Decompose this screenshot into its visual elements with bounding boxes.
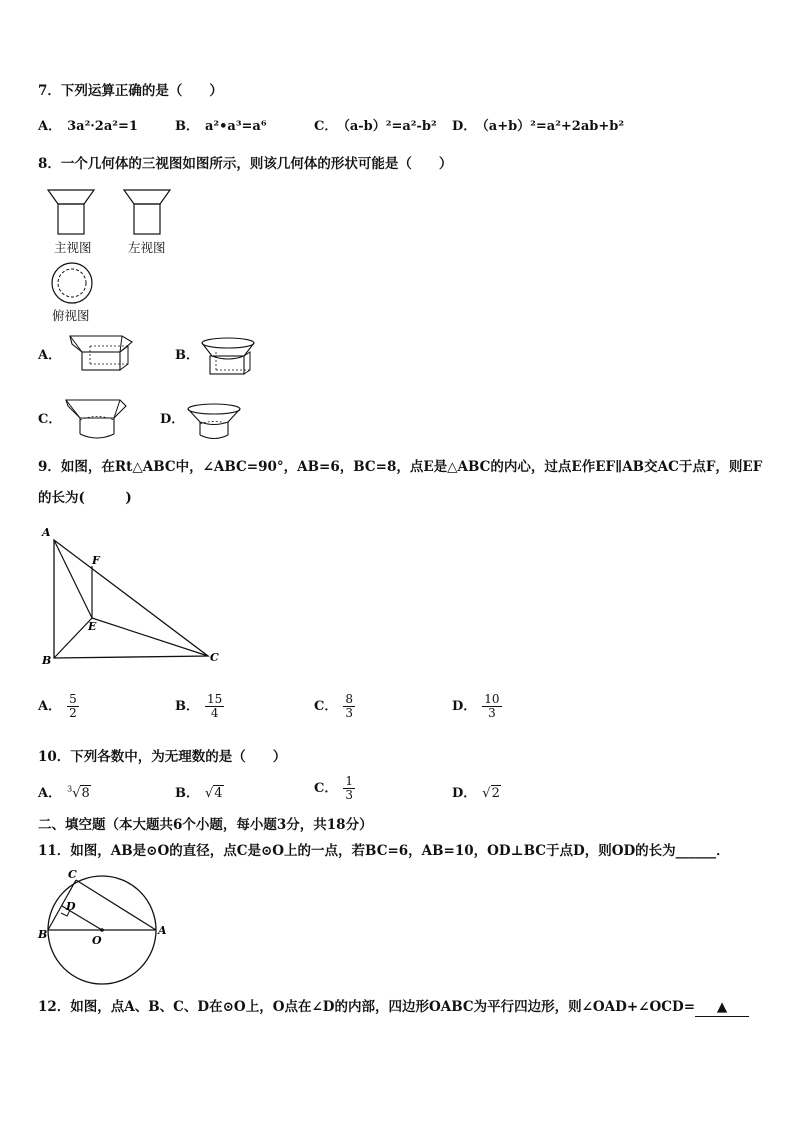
q11-stem: 11．如图，AB是⊙O的直径，点C是⊙O上的一点，若BC=6，AB=10，OD⊥BC于点D，则OD的长为______． (38, 843, 730, 859)
q7-option-d[interactable]: D． （a+b）²=a²+2ab+b² (452, 119, 625, 134)
q10-stem: 10．下列各数中，为无理数的是（ ） (38, 749, 287, 765)
label-a: A (158, 924, 167, 937)
q10-option-a[interactable]: A． $^3$√8 (38, 784, 90, 801)
q7-option-c[interactable]: C． （a-b）²=a²-b² (314, 119, 437, 134)
q9-option-c[interactable]: C． $\frac{8}{3}$ (314, 692, 353, 720)
q9-stem-line1: 9．如图，在Rt△ABC中，∠ABC=90°，AB=6，BC=8，点E是△ABC的内心，过点E作EF∥AB交AC于点F，则EF (38, 459, 763, 475)
top-view-label: 俯视图 (52, 308, 90, 323)
front-view-label: 主视图 (54, 240, 92, 255)
q7-option-a[interactable]: A． 3a²·2a²=1 (38, 119, 138, 134)
q8-option-b[interactable]: B． (175, 348, 199, 363)
q11-circle-figure (36, 866, 176, 986)
q8-option-a[interactable]: A． (38, 348, 62, 363)
q12-stem: 12．如图，点A、B、C、D在⊙O上，O点在∠D的内部，四边形OABC为平行四边形，则∠OAD+∠OCD= ▲ (38, 998, 749, 1017)
label-a: A (42, 526, 51, 539)
q8-stem: 8．一个几何体的三视图如图所示，则该几何体的形状可能是（ ） (38, 156, 453, 172)
label-b: B (42, 654, 52, 667)
q9-option-a[interactable]: A． $\frac{5}{2}$ (38, 692, 77, 720)
q8-option-a-figure[interactable] (66, 332, 138, 376)
label-o: O (92, 934, 102, 947)
q10-option-c[interactable]: C． $\frac{1}{3}$ (314, 774, 353, 802)
side-view-figure (122, 188, 182, 240)
top-view-figure (50, 262, 98, 306)
section2-title: 二、填空题（本大题共6个小题，每小题3分，共18分） (38, 817, 373, 833)
q8-option-d-figure[interactable] (186, 402, 246, 446)
label-d: D (66, 900, 76, 913)
q8-option-d[interactable]: D． (160, 412, 185, 427)
front-view-figure (46, 188, 106, 240)
q8-option-b-figure[interactable] (200, 336, 262, 380)
label-e: E (88, 620, 97, 633)
q10-option-d[interactable]: D． √2 (452, 786, 500, 801)
q8-option-c[interactable]: C． (38, 412, 62, 427)
label-c: C (210, 651, 219, 664)
q7-option-b[interactable]: B． a²•a³=a⁶ (175, 119, 267, 134)
label-f: F (92, 554, 100, 567)
q9-option-d[interactable]: D． $\frac{10}{3}$ (452, 692, 500, 720)
label-b: B (38, 928, 48, 941)
q8-option-c-figure[interactable] (62, 396, 132, 444)
side-view-label: 左视图 (128, 240, 166, 255)
label-c: C (68, 868, 77, 881)
q10-option-b[interactable]: B． √4 (175, 786, 223, 801)
q12-answer-blank[interactable]: ▲ (695, 998, 749, 1017)
q9-triangle-figure (38, 522, 228, 670)
q9-stem-line2: 的长为( ) (38, 490, 132, 506)
q7-stem: 7．下列运算正确的是（ ） (38, 83, 223, 99)
q9-option-b[interactable]: B． $\frac{15}{4}$ (175, 692, 223, 720)
